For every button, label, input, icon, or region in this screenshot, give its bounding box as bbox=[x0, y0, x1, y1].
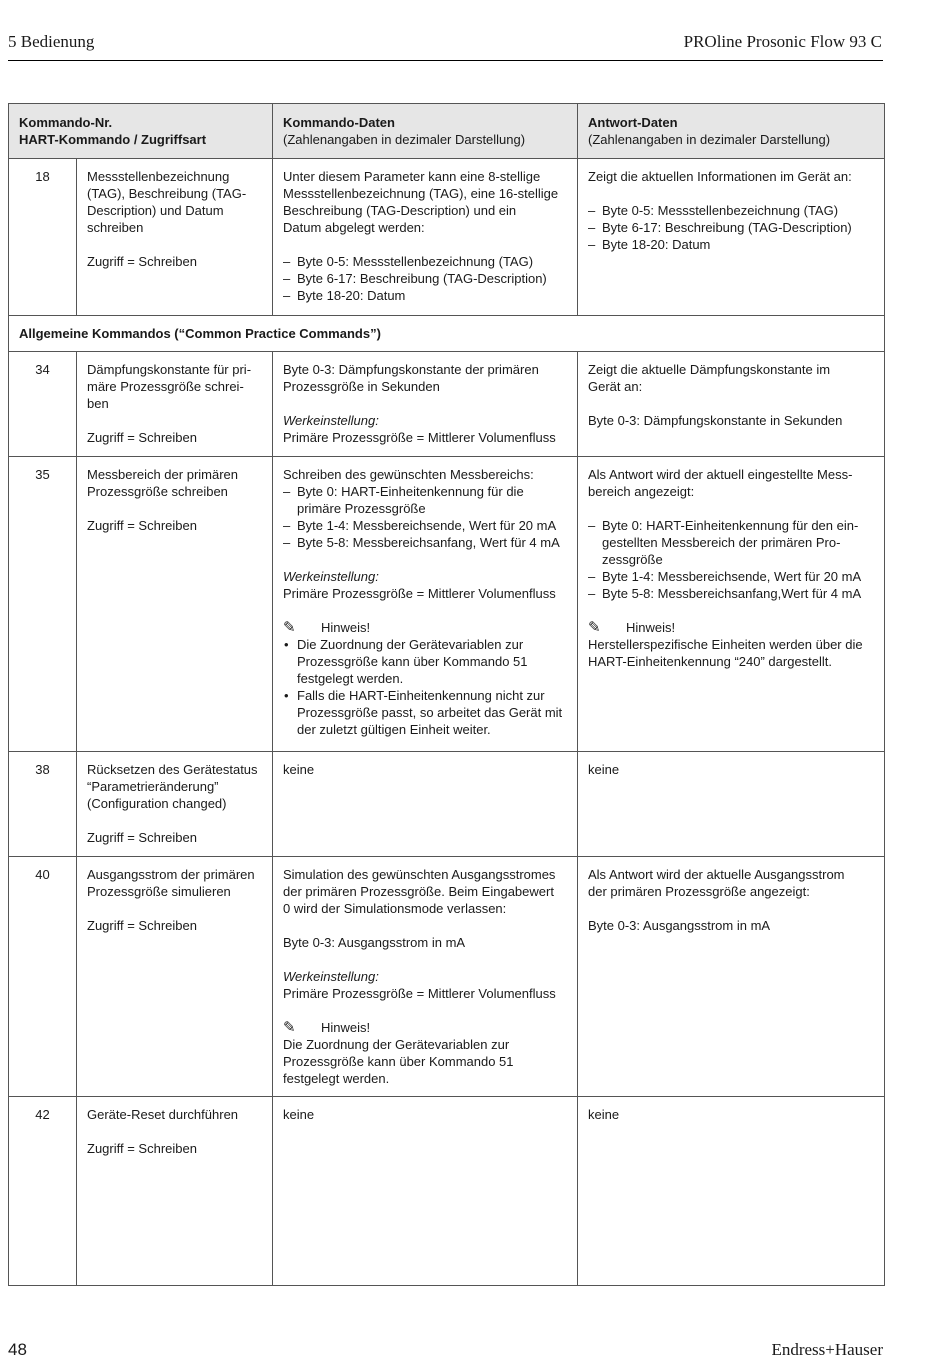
byte-list bbox=[283, 253, 567, 304]
text-line: Zeigt die aktuellen Informationen im Gerät an: bbox=[588, 169, 852, 184]
column-header-command-number bbox=[9, 104, 273, 159]
list-item: – Byte 1-4: Messbereichsende, Wert für 20 mA bbox=[283, 517, 567, 534]
command-number: 42 bbox=[9, 1097, 77, 1286]
text-line: Zeigt die aktuelle Dämpfungskonstante im bbox=[588, 362, 831, 377]
factory-setting-label: Werkeinstellung: bbox=[283, 569, 379, 584]
list-item: – Byte 5-8: Messbereichsanfang, Wert für 4 mA bbox=[283, 534, 567, 551]
text-line: Beschreibung (TAG-Description) und ein bbox=[283, 203, 517, 218]
list-item: – Byte 18-20: Datum bbox=[283, 287, 567, 304]
description-line: ben bbox=[87, 396, 109, 411]
factory-setting-value: Primäre Prozessgröße = Mittlerer Volumenfluss bbox=[283, 586, 556, 601]
description-line: Rücksetzen des Gerätestatus bbox=[87, 762, 258, 777]
description-line: “Parametrieränderung” bbox=[87, 779, 219, 794]
command-data: keine bbox=[273, 1097, 578, 1286]
note-label: Hinweis! bbox=[321, 1020, 371, 1035]
access-type: Zugriff = Schreiben bbox=[87, 1141, 197, 1156]
table-header-row bbox=[9, 104, 885, 159]
page-number: 48 bbox=[8, 1340, 27, 1359]
text-line: HART-Einheitenkennung “240” dargestellt. bbox=[588, 654, 833, 669]
section-row bbox=[9, 316, 885, 352]
hart-command-table bbox=[8, 103, 885, 1286]
list-item: – Byte 0-5: Messstellenbezeichnung (TAG) bbox=[588, 202, 874, 219]
command-data bbox=[273, 352, 578, 457]
command-description bbox=[77, 159, 273, 316]
response-data: keine bbox=[578, 1097, 885, 1286]
description-line: Prozessgröße schreiben bbox=[87, 484, 228, 499]
response-data: keine bbox=[578, 752, 885, 857]
description-line: (Configuration changed) bbox=[87, 796, 227, 811]
text-line: Byte 0-3: Dämpfungskonstante der primären bbox=[283, 362, 539, 377]
description-line: Dämpfungskonstante für pri- bbox=[87, 362, 252, 377]
note-label: Hinweis! bbox=[321, 620, 371, 635]
list-item: • Die Zuordnung der Gerätevariablen zur Prozessgröße kann über Kommando 51 festgelegt werden. bbox=[283, 636, 567, 687]
brand-logo: Endress+Hauser bbox=[771, 1340, 883, 1359]
command-description bbox=[77, 1097, 273, 1286]
response-data bbox=[578, 159, 885, 316]
response-data bbox=[578, 857, 885, 1097]
factory-setting-value: Primäre Prozessgröße = Mittlerer Volumenfluss bbox=[283, 430, 556, 445]
access-type: Zugriff = Schreiben bbox=[87, 430, 197, 445]
note-heading bbox=[588, 619, 874, 636]
command-number: 34 bbox=[9, 352, 77, 457]
command-number: 38 bbox=[9, 752, 77, 857]
text-line: Die Zuordnung der Gerätevariablen zur bbox=[283, 1037, 510, 1052]
header-section: 5 Bedienung bbox=[8, 32, 95, 51]
description-line: Prozessgröße simulieren bbox=[87, 884, 231, 899]
list-item: • Falls die HART-Einheitenkennung nicht zur Prozessgröße passt, so arbeitet das Gerät mit der zuletzt gültigen Einheit weiter. bbox=[283, 687, 567, 738]
column-subtitle: (Zahlenangaben in dezimaler Darstellung) bbox=[283, 132, 526, 147]
text-line: Messstellenbezeichnung (TAG), eine 16-stellige bbox=[283, 186, 559, 201]
access-type: Zugriff = Schreiben bbox=[87, 830, 197, 845]
description-line: Messstellenbezeichnung bbox=[87, 169, 230, 184]
table-row bbox=[9, 457, 885, 752]
text-line: Herstellerspezifische Einheiten werden über die bbox=[588, 637, 863, 652]
access-type: Zugriff = Schreiben bbox=[87, 918, 197, 933]
table-row bbox=[9, 752, 885, 857]
text-line: Byte 0-3: Ausgangsstrom in mA bbox=[283, 935, 466, 950]
access-type: Zugriff = Schreiben bbox=[87, 518, 197, 533]
command-number: 35 bbox=[9, 457, 77, 752]
description-line: schreiben bbox=[87, 220, 144, 235]
text-line: bereich angezeigt: bbox=[588, 484, 695, 499]
text-line: Byte 0-3: Dämpfungskonstante in Sekunden bbox=[588, 413, 843, 428]
description-line: Description) und Datum bbox=[87, 203, 224, 218]
command-number: 40 bbox=[9, 857, 77, 1097]
list-item: – Byte 0: HART-Einheitenkennung für den ein-gestellten Messbereich der primären Pro-zessgröße bbox=[588, 517, 874, 568]
command-number: 18 bbox=[9, 159, 77, 316]
column-title: Kommando-Nr. bbox=[19, 115, 113, 130]
list-item: – Byte 6-17: Beschreibung (TAG-Description) bbox=[588, 219, 874, 236]
text-line: Als Antwort wird der aktuelle Ausgangsstrom bbox=[588, 867, 845, 882]
description-line: märe Prozessgröße schrei- bbox=[87, 379, 244, 394]
table-row bbox=[9, 352, 885, 457]
list-item: – Byte 6-17: Beschreibung (TAG-Description) bbox=[283, 270, 567, 287]
text-line: der primären Prozessgröße. Beim Eingabewert bbox=[283, 884, 554, 899]
text-line: Prozessgröße in Sekunden bbox=[283, 379, 440, 394]
pencil-note-icon: ✎ bbox=[283, 1019, 296, 1036]
command-data: keine bbox=[273, 752, 578, 857]
byte-list bbox=[588, 202, 874, 253]
list-item: – Byte 1-4: Messbereichsende, Wert für 20 mA bbox=[588, 568, 874, 585]
table-row bbox=[9, 159, 885, 316]
command-description bbox=[77, 857, 273, 1097]
byte-list bbox=[588, 517, 874, 602]
column-title: Kommando-Daten bbox=[283, 115, 395, 130]
column-header-response-data bbox=[578, 104, 885, 159]
column-title: Antwort-Daten bbox=[588, 115, 678, 130]
command-description bbox=[77, 457, 273, 752]
note-heading bbox=[283, 1019, 567, 1036]
note-heading bbox=[283, 619, 567, 636]
list-item: – Byte 5-8: Messbereichsanfang,Wert für 4 mA bbox=[588, 585, 874, 602]
description-line: Messbereich der primären bbox=[87, 467, 239, 482]
pencil-note-icon: ✎ bbox=[588, 619, 601, 636]
column-header-command-data bbox=[273, 104, 578, 159]
command-data bbox=[273, 857, 578, 1097]
list-item: – Byte 0: HART-Einheitenkennung für die primäre Prozessgröße bbox=[283, 483, 567, 517]
table-row bbox=[9, 1097, 885, 1286]
text-line: Gerät an: bbox=[588, 379, 643, 394]
factory-setting-label: Werkeinstellung: bbox=[283, 969, 379, 984]
column-subtitle: HART-Kommando / Zugriffsart bbox=[19, 132, 207, 147]
factory-setting-value: Primäre Prozessgröße = Mittlerer Volumenfluss bbox=[283, 986, 556, 1001]
text-line: Schreiben des gewünschten Messbereichs: bbox=[283, 467, 534, 482]
text-line: Prozessgröße kann über Kommando 51 bbox=[283, 1054, 514, 1069]
response-data bbox=[578, 457, 885, 752]
note-label: Hinweis! bbox=[626, 620, 676, 635]
factory-setting-label: Werkeinstellung: bbox=[283, 413, 379, 428]
text-line: Simulation des gewünschten Ausgangsstromes bbox=[283, 867, 556, 882]
column-subtitle: (Zahlenangaben in dezimaler Darstellung) bbox=[588, 132, 831, 147]
list-item: – Byte 18-20: Datum bbox=[588, 236, 874, 253]
text-line: festgelegt werden. bbox=[283, 1071, 390, 1086]
header-product: PROline Prosonic Flow 93 C bbox=[683, 32, 882, 51]
command-description bbox=[77, 752, 273, 857]
text-line: 0 wird der Simulationsmode verlassen: bbox=[283, 901, 507, 916]
byte-list bbox=[283, 483, 567, 551]
description-line: Ausgangsstrom der primären bbox=[87, 867, 255, 882]
command-description bbox=[77, 352, 273, 457]
command-data bbox=[273, 457, 578, 752]
description-line: (TAG), Beschreibung (TAG- bbox=[87, 186, 247, 201]
text-line: Byte 0-3: Ausgangsstrom in mA bbox=[588, 918, 771, 933]
command-data bbox=[273, 159, 578, 316]
table-row bbox=[9, 857, 885, 1097]
description-line: Geräte-Reset durchführen bbox=[87, 1107, 239, 1122]
section-title: Allgemeine Kommandos (“Common Practice Commands”) bbox=[9, 316, 885, 352]
access-type: Zugriff = Schreiben bbox=[87, 254, 197, 269]
text-line: Datum abgelegt werden: bbox=[283, 220, 425, 235]
response-data bbox=[578, 352, 885, 457]
pencil-note-icon: ✎ bbox=[283, 619, 296, 636]
text-line: der primären Prozessgröße angezeigt: bbox=[588, 884, 810, 899]
text-line: Als Antwort wird der aktuell eingestellte Mess- bbox=[588, 467, 853, 482]
note-list bbox=[283, 636, 567, 738]
header-rule bbox=[8, 60, 883, 61]
list-item: – Byte 0-5: Messstellenbezeichnung (TAG) bbox=[283, 253, 567, 270]
text-line: Unter diesem Parameter kann eine 8-stellige bbox=[283, 169, 541, 184]
